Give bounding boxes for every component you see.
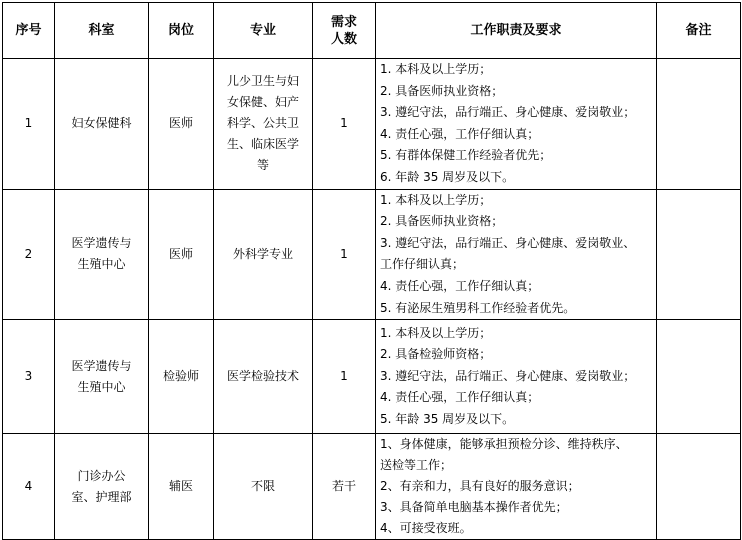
- cell-duties-line: 4. 责任心强，工作仔细认真；: [380, 126, 540, 141]
- cell-count: 1: [313, 320, 376, 434]
- header-notes: 备注: [657, 3, 741, 59]
- cell-duties-line: 3. 遵纪守法，品行端正、身心健康、爱岗敬业、: [380, 235, 636, 250]
- cell-notes: [657, 434, 741, 540]
- header-row: [3, 3, 741, 59]
- header-major: 专业: [214, 3, 313, 59]
- cell-dept: [55, 434, 149, 540]
- cell-dept: [55, 320, 149, 434]
- header-dept: 科室: [55, 3, 149, 59]
- cell-seq: 3: [3, 320, 55, 434]
- cell-notes: [657, 189, 741, 320]
- cell-dept-line: 生殖中心: [77, 379, 126, 394]
- cell-duties-line: 1. 本科及以上学历；: [380, 62, 492, 76]
- cell-duties-line: 5. 年龄 35 周岁及以下。: [380, 412, 515, 427]
- cell-duties-line: 2. 具备检验师资格；: [380, 347, 492, 362]
- cell-duties-line: 工作仔细认真；: [380, 257, 465, 272]
- cell-notes: [657, 59, 741, 190]
- cell-post: 医师: [149, 189, 214, 320]
- recruitment-table: [2, 2, 741, 540]
- cell-post: 检验师: [149, 320, 214, 434]
- cell-major: [214, 59, 313, 190]
- cell-duties-line: 1. 本科及以上学历；: [380, 192, 492, 207]
- cell-duties-line: 3. 遵纪守法，品行端正、身心健康、爱岗敬业；: [380, 105, 636, 120]
- cell-dept-line: 生殖中心: [77, 257, 126, 272]
- header-post: 岗位: [149, 3, 214, 59]
- cell-major-line: 医学检验技术: [226, 369, 299, 384]
- cell-seq: 1: [3, 59, 55, 190]
- cell-count: 若干: [313, 434, 376, 540]
- cell-major-line: 女保健、妇产: [226, 95, 299, 110]
- cell-major-line: 等: [256, 158, 269, 173]
- cell-dept-line: 医学遗传与: [71, 236, 132, 251]
- cell-major-line: 外科学专业: [232, 246, 293, 261]
- cell-duties-line: 2. 具备医师执业资格；: [380, 83, 504, 98]
- cell-dept: [55, 189, 149, 320]
- cell-major-line: 儿少卫生与妇: [226, 74, 299, 89]
- table-row: [3, 189, 741, 320]
- cell-duties-line: 2. 具备医师执业资格；: [380, 214, 504, 229]
- cell-post: 医师: [149, 59, 214, 190]
- header-count: 需求人数: [313, 3, 376, 59]
- cell-dept-line: 妇女保健科: [71, 116, 132, 131]
- cell-duties-line: 4. 责任心强，工作仔细认真；: [380, 390, 540, 405]
- cell-dept-line: 医学遗传与: [71, 358, 132, 373]
- cell-duties-line: 5. 有群体保健工作经验者优先；: [380, 148, 552, 163]
- cell-duties-line: 5. 有泌尿生殖男科工作经验者优先。: [380, 300, 576, 315]
- cell-major-line: 不限: [250, 479, 275, 494]
- cell-dept-line: 室、护理部: [71, 489, 132, 504]
- cell-count: 1: [313, 189, 376, 320]
- cell-duties: [376, 59, 657, 190]
- header-duties: 工作职责及要求: [376, 3, 657, 59]
- cell-duties-line: 4、可接受夜班。: [380, 521, 472, 536]
- cell-duties: [376, 189, 657, 320]
- header-seq: 序号: [3, 3, 55, 59]
- cell-duties-line: 4. 责任心强，工作仔细认真；: [380, 278, 540, 293]
- cell-duties-line: 1、身体健康，能够承担预检分诊、维持秩序、: [380, 437, 628, 452]
- cell-duties-line: 3、具备简单电脑基本操作者优先；: [380, 500, 568, 515]
- cell-count: 1: [313, 59, 376, 190]
- cell-notes: [657, 320, 741, 434]
- cell-duties-line: 1. 本科及以上学历；: [380, 325, 492, 340]
- cell-major-line: 科学、公共卫: [226, 116, 299, 131]
- cell-duties-line: 3. 遵纪守法，品行端正、身心健康、爱岗敬业；: [380, 368, 636, 383]
- cell-major: [214, 320, 313, 434]
- cell-post: 辅医: [149, 434, 214, 540]
- cell-duties-line: 6. 年龄 35 周岁及以下。: [380, 169, 515, 184]
- table-row: [3, 434, 741, 540]
- cell-duties-line: 送检等工作；: [380, 458, 453, 473]
- cell-major-line: 生、临床医学: [226, 137, 299, 152]
- cell-major: [214, 434, 313, 540]
- cell-duties-line: 2、有亲和力，具有良好的服务意识；: [380, 479, 580, 494]
- table-row: [3, 59, 741, 190]
- cell-major: [214, 189, 313, 320]
- cell-dept: [55, 59, 149, 190]
- cell-dept-line: 门诊办公: [77, 468, 126, 483]
- table-row: [3, 320, 741, 434]
- cell-duties: [376, 434, 657, 540]
- cell-duties: [376, 320, 657, 434]
- cell-seq: 2: [3, 189, 55, 320]
- cell-seq: 4: [3, 434, 55, 540]
